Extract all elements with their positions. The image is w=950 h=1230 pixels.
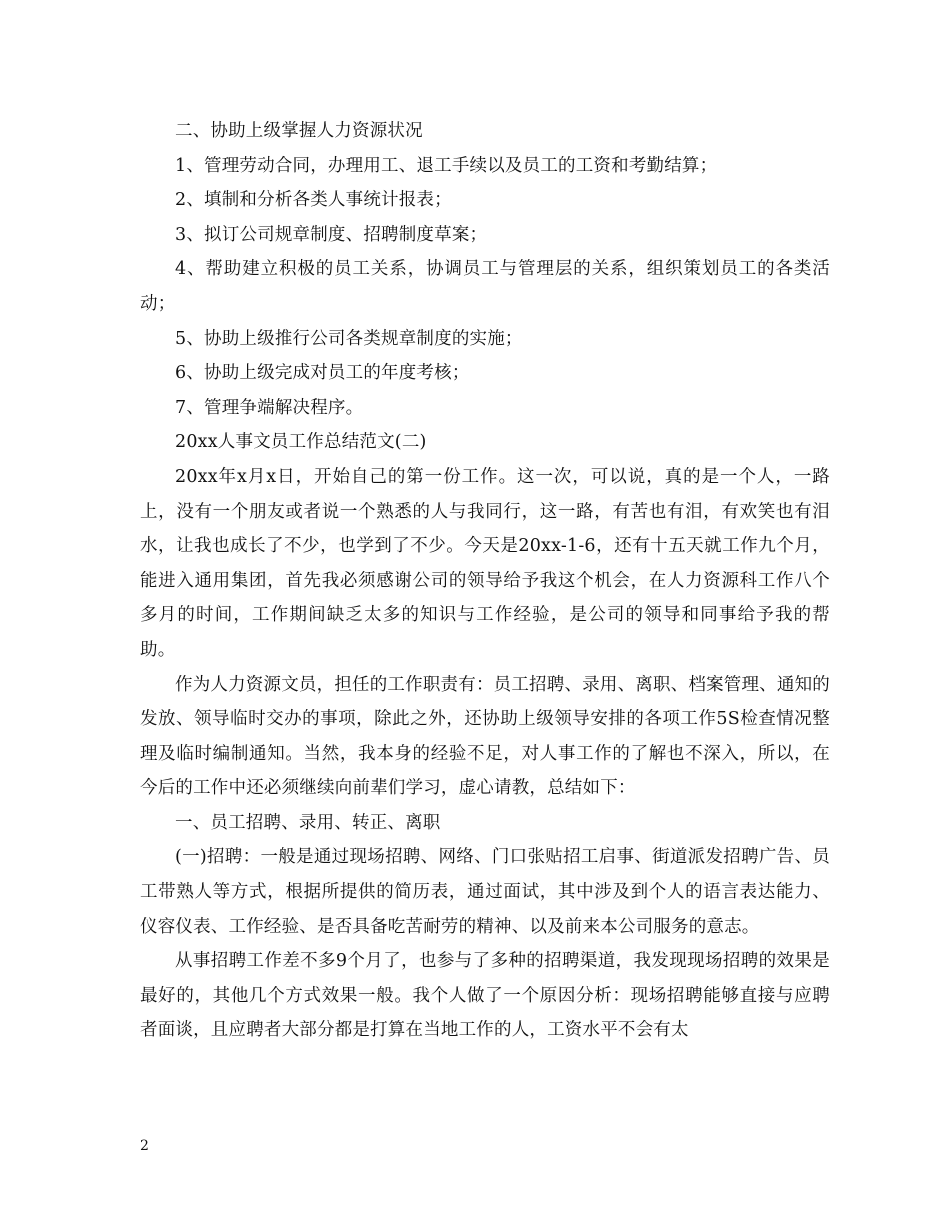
page-number: 2 — [140, 1138, 149, 1154]
list-item-dispute-resolution: 7、管理争端解决程序。 — [175, 397, 364, 418]
document-body — [140, 114, 830, 1048]
paragraph-recruitment-methods: (一)招聘：一般是通过现场招聘、网络、门口张贴招工启事、街道派发招聘广告、员工带熟人等方式，根据所提供的简历表，通过面试，其中涉及到个人的语言表达能力、仪容仪表、工作经验、是否具备吃苦耐劳的精神、以及前来本公司服务的意志。 — [140, 847, 830, 937]
paragraph-intro: 20xx年x月x日，开始自己的第一份工作。这一次，可以说，真的是一个人，一路上，没有一个朋友或者说一个熟悉的人与我同行，这一路，有苦也有泪，有欢笑也有泪水，让我也成长了不少，也学到了不少。今天是20xx-1-6，还有十五天就工作九个月，能进入通用集团，首先我必须感谢公司的领导给予我这个机会，在人力资源科工作八个多月的时间，工作期间缺乏太多的知识与工作经验，是公司的领导和同事给予我的帮助。 — [140, 466, 830, 660]
article-title: 20xx人事文员工作总结范文(二) — [175, 432, 427, 453]
section-heading-recruitment: 一、员工招聘、录用、转正、离职 — [175, 812, 441, 833]
list-item-employee-relations: 4、帮助建立积极的员工关系，协调员工与管理层的关系，组织策划员工的各类活动； — [140, 259, 830, 314]
paragraph-job-duties: 作为人力资源文员，担任的工作职责有：员工招聘、录用、离职、档案管理、通知的发放、领导临时交办的事项，除此之外，还协助上级领导安排的各项工作5S检查情况整理及临时编制通知。当然，我本身的经验不足，对人事工作的了解也不深入，所以，在今后的工作中还必须继续向前辈们学习，虚心请教，总结如下： — [140, 674, 830, 799]
list-item-annual-assessment: 6、协助上级完成对员工的年度考核； — [175, 363, 470, 384]
list-item-statistics-reports: 2、填制和分析各类人事统计报表； — [175, 190, 452, 211]
list-item-implement-regulations: 5、协助上级推行公司各类规章制度的实施； — [175, 328, 523, 349]
section-heading-hr-status: 二、协助上级掌握人力资源状况 — [175, 121, 423, 141]
list-item-draft-regulations: 3、拟订公司规章制度、招聘制度草案； — [175, 224, 488, 245]
list-item-labor-contracts: 1、管理劳动合同，办理用工、退工手续以及员工的工资和考勤结算； — [175, 155, 718, 176]
paragraph-recruitment-analysis: 从事招聘工作差不多9个月了，也参与了多种的招聘渠道，我发现现场招聘的效果是最好的，其他几个方式效果一般。我个人做了一个原因分析：现场招聘能够直接与应聘者面谈，且应聘者大部分都是打算在当地工作的人，工资水平不会有太 — [140, 951, 830, 1041]
